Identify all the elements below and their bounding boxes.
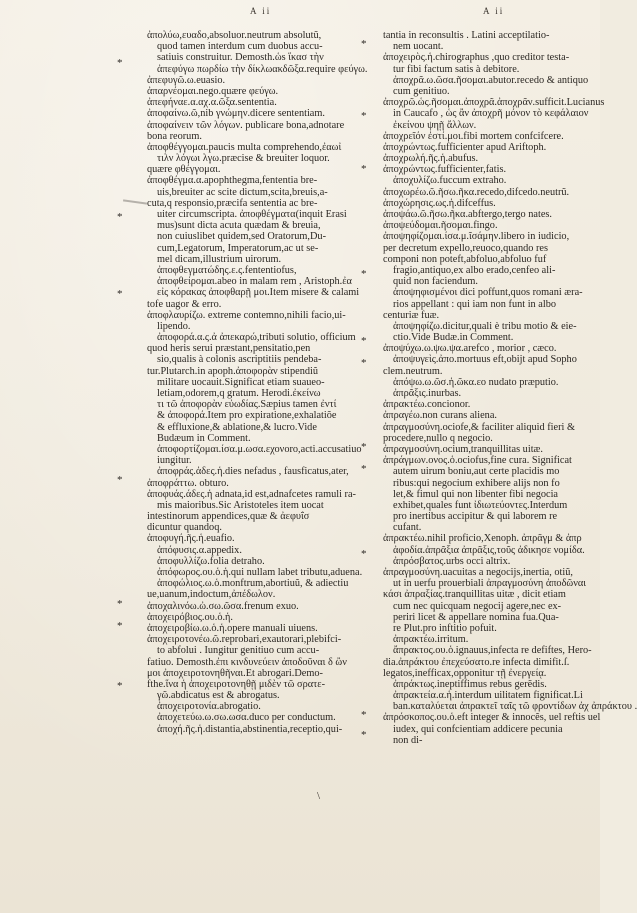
text-line	[147, 780, 357, 791]
text-line: ἀπραγμοσύνη.ociofe,& faciliter aliquid fieri &	[383, 421, 575, 433]
text-line: ἀπρακτέω.irritum.	[393, 634, 469, 646]
text-line: ἀποφθείρομαι.abeo in malam rem , Aristoph.ἐα	[157, 276, 352, 288]
text-line: Budæum in Comment.	[157, 432, 251, 444]
left-column	[147, 30, 368, 791]
text-line: centuriæ fuæ.	[383, 309, 440, 321]
text-line: ἀποχή.ῆς.ἡ.distantia,abstinentia,receptio,qui‑	[157, 723, 343, 735]
text-line: κάσι ἀπραξίας.tranquillitas uitæ , dicit etiam	[383, 589, 566, 601]
text-line: ἀπράγμων.ονος.ὁ.ociofus,fine cura. Significat	[383, 455, 572, 467]
text-line: ἀποχαλινόω.ὠ.σω.ῶσα.frenum exuo.	[147, 600, 299, 612]
text-line: ἀποφώλιος.ω.ὁ.monftrum,abortiuũ, & adiectiu	[157, 578, 349, 590]
text-line: ἀποφορτίζομαι.ίσα.μ.ωσα.εχονοro,acti.accusatiuo	[157, 443, 362, 455]
text-line: ctio.Vide Budæ.in Comment.	[393, 332, 514, 344]
text-line	[383, 757, 598, 768]
text-line: ἀποφθέγμα.α.apophthegma,fententia bre‑	[147, 175, 318, 187]
text-line	[147, 746, 357, 757]
handwritten-pointer-line	[123, 199, 147, 204]
entry-marker-asterisk: *	[361, 548, 367, 560]
entry-marker-asterisk: *	[361, 268, 367, 280]
text-line: ἀποφθεγματώδης.ε.ς.fententiofus,	[157, 264, 297, 276]
text-line: bona reorum.	[147, 130, 202, 142]
text-line: nem uocant.	[393, 41, 444, 53]
text-line: ἀποχειρόβιος.ου.ὁ.ἡ.	[147, 611, 234, 623]
text-line: ἀποχειροτονία.abrogatio.	[157, 701, 261, 713]
text-line: legatos,inefficax,opponitur τῇ ἐνεργείᾳ.	[383, 667, 547, 679]
text-line: lipendo.	[157, 320, 191, 332]
text-line: ἀποχώρησις.ως.ἡ.difceffus.	[383, 197, 496, 209]
running-head-right: A ii	[483, 6, 505, 16]
text-line: ἀποχειρὸς.ἡ.chirographus ,quo creditor testa‑	[383, 52, 570, 64]
text-line: ἀποχρωλή.ῆς.ἡ.abufus.	[383, 153, 479, 165]
text-line: ἀπαρνέομαι.nego.quære φεύγω.	[147, 85, 279, 97]
text-line: ἀπεφυγῶ.ω.euasio.	[147, 74, 226, 86]
text-line: pro inertibus accipitur & qui laborem re	[393, 511, 558, 523]
text-line: quid non faciendum.	[393, 276, 478, 288]
text-line: tantia in reconsultis . Latini acceptilatio‑	[383, 30, 550, 41]
entry-marker-asterisk: *	[361, 38, 367, 50]
text-line: componi non poteft,abfoluo,abfoluo fuf	[383, 253, 547, 265]
text-line: fragio,antiquo,ex albo erado,cenfeo ali‑	[393, 264, 556, 276]
text-line: iungitur.	[157, 455, 192, 467]
text-line: mis maioribus.Sic Aristoteles item uocat	[157, 499, 324, 511]
text-line: iudex, qui confcientiam addicere pecunia	[393, 723, 563, 735]
text-line: quære φθέγγομαι.	[147, 164, 221, 176]
text-line: periri licet & appellare nomina fua.Qua‑	[393, 611, 559, 623]
text-line: ἀποχωρέω.ῶ.ῆσω.ῆκα.recedo,difcedo.neutrũ.	[383, 186, 570, 198]
text-line: re Plut.pro inftitio pofuit.	[393, 622, 497, 634]
entry-marker-asterisk: *	[361, 729, 367, 741]
text-line: ue,uanum,indoctum,ἀπέδωλον.	[147, 589, 276, 601]
text-line: ἀπραγμοσύνη.uacuitas a negocijs,inertia, otiũ,	[383, 567, 573, 578]
text-line: quod tamen interdum cum duobus accu‑	[157, 41, 323, 53]
text-line: let,& fimul qui non libenter fibi negocia	[393, 488, 558, 500]
text-line: & ἀποφορά.Item pro expiratione,exhalatiõe	[157, 410, 337, 422]
entry-marker-asterisk: *	[361, 163, 367, 175]
text-line: uiter circumscripta. ἀποφθέγματα(inquit Erasi	[157, 209, 347, 220]
text-line: ἀποφθέγγομαι.paucis multa comprehendo,ἐαωἰ	[147, 141, 342, 153]
text-line: ut in uerfu prouerbiali ἀπραγμοσύνη ἀποδῶναι	[393, 578, 587, 590]
text-line: rios appellant : qui iam non funt in albo	[393, 298, 557, 310]
entry-marker-asterisk: *	[361, 335, 367, 347]
entry-marker-asterisk: *	[117, 474, 123, 486]
entry-marker-asterisk: *	[117, 620, 123, 632]
text-line: uis,breuiter ac scite dictum,scita,breuis,a‑	[157, 186, 328, 198]
text-line: ἀπολύω,ευαδο,absoluor.neutrum absolutũ,	[147, 30, 322, 41]
text-line: ἀποχρώντως.fufficienter apud Ariftoph.	[383, 141, 547, 153]
text-line: cum nec quicquam negocij agere,nec ex‑	[393, 600, 562, 612]
text-line: ἀποφυλλίζω.folia detraho.	[157, 555, 265, 567]
text-line: ἀποφράττω. obturo.	[147, 477, 229, 489]
text-line: ἀπρακτέω.concionor.	[383, 399, 471, 411]
text-line	[147, 768, 357, 779]
text-line: militare uocauit.Significat etiam suaueo‑	[157, 376, 325, 388]
text-line: ἀποφράς.ἀδες.ἡ.dies nefadus , fausficatus,ater,	[157, 466, 349, 478]
text-line: ἀπόφυσις.α.appedix.	[157, 544, 242, 556]
text-line: ἀποψυγεὶς.ἀπο.mortuus eft,obijt apud Sopho	[393, 354, 577, 366]
text-line: intestinorum appendices,quæ & ἀεφυΐσ	[147, 511, 310, 523]
text-line: ἀποψηφίζω.dicitur,quali è tribu motio & eie‑	[393, 320, 577, 332]
text-line: τι τῶ ἀποφορὰν εὐωδίας.Sæpius tamen ἐντί	[157, 399, 337, 411]
text-line: ἀποψάω.ῶ.ῆσω.ῆκα.abftergo,tergo nates.	[383, 209, 552, 220]
text-line: ἀπρόσκοπος.ου.ὁ.eft integer & innocẽs, uel reftis uel	[383, 712, 601, 724]
text-line: ἐκείνου ψηῇ ἄλλων.	[393, 119, 477, 131]
text-line: ἀποψηφίζομαι.ίσα.μ.ῖσάμην.libero in iudicio,	[383, 231, 570, 243]
text-line: ἀποψεύδομαι.ῆσομαι.fingo.	[383, 220, 498, 232]
entry-marker-asterisk: *	[117, 680, 123, 692]
text-line: tur fibi factum satis à debitore.	[393, 63, 520, 75]
text-line: ἀπεφήναε.α.αχ.α.ῶξα.sententia.	[147, 97, 277, 109]
text-line: ἀποχρῶ.ὡς.ῆσομαι.ἀποχρᾶ.ἀποχρᾶν.sufficit.Lucianus	[383, 97, 605, 109]
text-line: ἀπόψω.ω.ῶσ.ἡ.ῶκα.εο nudato præputio.	[393, 376, 559, 388]
text-line: clem.neutrum.	[383, 365, 443, 377]
text-line: ἀποφαίνειν τῶν λόγων. publicare bona,adnotare	[147, 119, 345, 131]
text-line	[383, 746, 598, 757]
text-line: ἀποφυγή.ῆς.ἡ.euafio.	[147, 533, 235, 545]
text-line: procedere,nullo q negocio.	[383, 432, 493, 444]
entry-marker-asterisk: *	[117, 211, 123, 223]
text-line: per decretum expello,reuoco,quando res	[383, 242, 548, 254]
text-line: ban.καταλύεται ἀπρακτεῖ ταῖς τῶ φροντίδων ἀχ ἀπράκτου .	[393, 701, 637, 713]
text-line: autem uirum boniu,aut certe placidis mo	[393, 466, 560, 478]
text-line	[147, 735, 357, 746]
text-line: ἀποχειροβίω.ω.ὁ.ἡ.opere manuali uiuens.	[147, 622, 318, 634]
text-line: satiuis construitur. Demosth.ὡs ἵκασ τὴν	[157, 52, 324, 64]
text-line: ἀποχετεύω.ω.σω.ωσα.duco per conductum.	[157, 712, 336, 724]
text-line: γῶ.abdicatus est & abrogatus.	[157, 690, 280, 702]
running-head-left: A ii	[250, 6, 272, 16]
text-line: ἀποφυάς.άδες.ἡ adnata,id est,adnafcetes ramuli ra‑	[147, 488, 356, 500]
text-line: ἀποψύχω.ω.ψω.ψα.arefco , morior , cæco.	[383, 343, 557, 355]
entry-marker-asterisk: *	[361, 463, 367, 475]
entry-marker-asterisk: *	[117, 598, 123, 610]
signature-mark: \	[317, 790, 321, 802]
text-line: sio,qualis à colonis ascriptitiis pendeba‑	[157, 354, 322, 366]
text-line: exhibet,quales funt ἰδιωτεύοντες.Interdum	[393, 499, 568, 511]
entry-marker-asterisk: *	[361, 110, 367, 122]
text-line: & effluxione,& ablatione,& lucro.Vide	[157, 421, 317, 433]
text-line: ἀποφορά.α.ς.ἀ ἀπεκαρώ,tributi solutio, officium	[157, 332, 356, 344]
entry-marker-asterisk: *	[361, 441, 367, 453]
text-line: tur.Plutarch.in apoph.ἀποφορὰν stipendiũ	[147, 365, 319, 377]
text-line: ἀπόφωρος.ου.ὁ.ἡ.qui nullam labet tributu,aduena.	[157, 567, 363, 578]
text-line: ἀφοδία.ἀπρᾶξια ἀπρᾶξις,τοῦς ἀδικησε νομίδα.	[393, 544, 585, 556]
text-line: tofe uagor & erro.	[147, 298, 222, 310]
text-line: cum genitiuo.	[393, 85, 450, 97]
entry-marker-asterisk: *	[117, 288, 123, 300]
text-line: ἀπεφύγω πωρδίω τὴν δίκλωακδῶξα.require φεύγω.	[157, 63, 368, 75]
text-line: ribus:qui negocium exhibere alijs non fo	[393, 477, 560, 489]
text-line: ἀπράκτως.ineptiffimus rebus gerẽdis.	[393, 678, 547, 690]
text-line: fatiuo. Demosth.ἐπι κινδυνεύειν ἀποδοῦναι δ ὢν	[147, 656, 347, 668]
text-line: cuta,q responsio,præcifa sententia ac bre‑	[147, 197, 318, 209]
entry-marker-asterisk: *	[361, 709, 367, 721]
text-line: cum,Legatorum, Imperatorum,ac ut se‑	[157, 242, 319, 254]
text-line: non di‑	[393, 734, 423, 746]
text-line: ἀποφαίνω.ῶ,nib γνώμην.dicere sententiam.	[147, 108, 325, 120]
text-line: ἀποχρώντως.fufficienter,fatis.	[383, 164, 507, 176]
text-line: mus)sunt dicta acuta quædam & breuia,	[157, 220, 321, 232]
text-line: ἄπρακτος.ου.ὁ.ignauus,infecta re defiftes, Hero‑	[393, 645, 592, 657]
text-line: ἀπρακτέω.nihil proficio,Xenoph. ἀπρᾶγμ & ἀπρ	[383, 533, 582, 545]
text-line	[147, 757, 357, 768]
text-line: τιλν λόγωι λγω.præcise & breuiter loquor.	[157, 153, 330, 165]
text-line: ἀποχυλίζω.fuccum extraho.	[393, 175, 507, 187]
text-line: quod heris serui præstant,pensitatio,pen	[147, 343, 311, 355]
text-line: ἀποχειροτονέω.ῶ.reprobari,exautorari,plebifci‑	[147, 634, 342, 646]
text-line: dicuntur quandoq.	[147, 522, 222, 534]
text-line: ἀπραγμοσύνη.ocium,tranquillitas uitæ.	[383, 443, 543, 455]
entry-marker-asterisk: *	[117, 57, 123, 69]
right-column	[383, 30, 637, 768]
text-line: to abfolui . Iungitur genitiuo cum accu‑	[157, 645, 320, 657]
text-line: ἀπρᾶξις.inurbas.	[393, 388, 462, 399]
text-line: fthe.ἵνα ἡ ἀποχειροτονηθῇ μιδὲν τῶ σρατε‑	[147, 678, 326, 690]
text-line: ἀπραγέω.non curans aliena.	[383, 410, 497, 422]
text-line: ἀπρόσβατος.urbs occi altrix.	[393, 555, 511, 567]
entry-marker-asterisk: *	[361, 357, 367, 369]
text-line: μοι ἀποχειροτονηθῆναι.Et abrogari.Demo‑	[147, 667, 323, 679]
text-line: mel dicam,illustrium uirorum.	[157, 253, 282, 265]
text-line: εἰς κόρακας ἀποφθαρῇ μοι.Item misere & calami	[157, 287, 360, 299]
text-line: in Caucafo , ὡς ἂν ἀποχρῆ μόνον τὸ κεφάλαιον	[393, 108, 589, 120]
text-line: ἀπρακτεία.α.ἡ.interdum uilitatem fignificat.Li	[393, 690, 583, 702]
text-line: ἀποχρεῖόν ἐστί.μοι.fibi mortem confcifcere.	[383, 130, 564, 142]
text-line: ἀποφλαυρίζω. extreme contemno,nihili facio,ui‑	[147, 309, 346, 321]
text-line: cufant.	[393, 522, 422, 534]
text-line: ἀποψηφισμένοι dici poffunt,quos romani æra‑	[393, 287, 583, 299]
text-line: dia.ἀπράκτου ἐπεχεύσατο.re infecta dimifit.ſ.	[383, 656, 570, 668]
text-line: letiam,odorem,q gratum. Herodi.ἐκείνω	[157, 388, 321, 399]
text-line: non cuiuslibet quidem,sed Oratorum,Du‑	[157, 231, 327, 243]
text-line: ἀποχρᾶ.ω.ῶσα.ῆσομαι.abutor.recedo & antiquo	[393, 74, 589, 86]
